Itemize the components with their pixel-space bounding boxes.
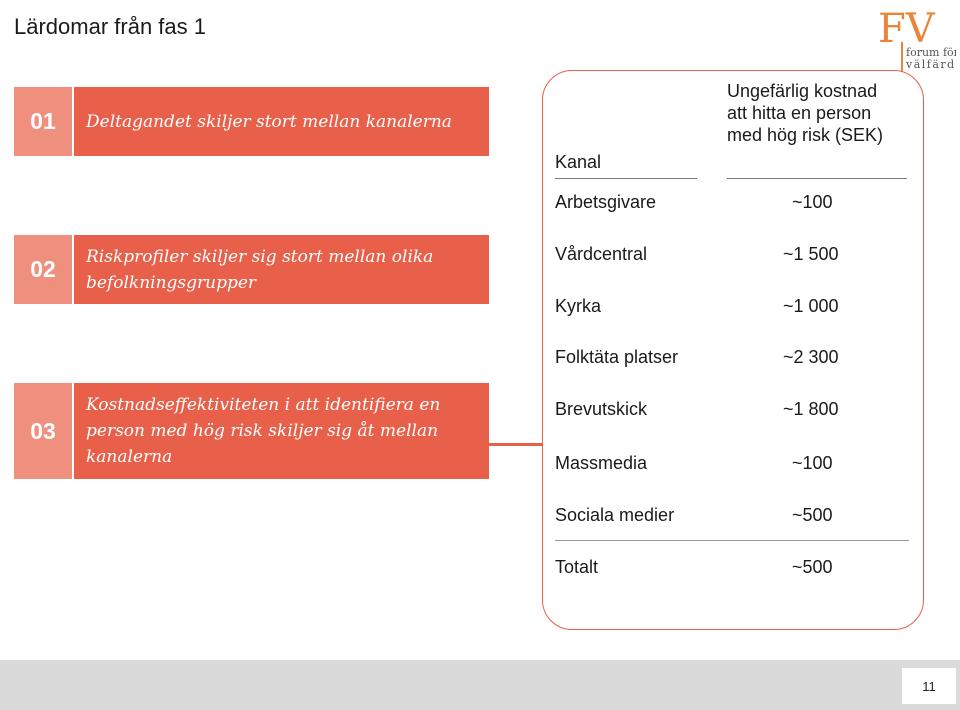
row-channel-massmedia: Massmedia (555, 453, 648, 473)
row-cost-massmedia: ~100 (792, 453, 833, 473)
forum-for-valfard-logo (876, 2, 956, 74)
header-divider-cost (727, 178, 907, 179)
row-channel-arbetsgivare: Arbetsgivare (555, 192, 657, 212)
total-channel: Totalt (555, 557, 599, 577)
point-text-02: Riskprofiler skiljer sig stort mellan olika befolkningsgrupper (74, 235, 489, 304)
row-cost-brevutskick: ~1 800 (783, 399, 839, 419)
row-channel-brevutskick: Brevutskick (555, 399, 648, 419)
row-channel-vardcentral: Vårdcentral (555, 244, 648, 264)
row-cost-arbetsgivare: ~100 (792, 192, 833, 212)
page-number: 11 (902, 668, 956, 704)
point-text-03: Kostnadseffektiviteten i att identifiera en person med hög risk skiljer sig åt mellan kanalerna (74, 383, 489, 479)
header-channel: Kanal (555, 152, 602, 172)
point-number-01: 01 (14, 87, 72, 156)
row-cost-sociala-medier: ~500 (792, 505, 833, 525)
row-cost-vardcentral: ~1 500 (783, 244, 839, 264)
total-cost: ~500 (792, 557, 833, 577)
connector-line (489, 443, 543, 446)
row-channel-folktata-platser: Folktäta platser (555, 347, 679, 367)
point-text-01: Deltagandet skiljer stort mellan kanalerna (74, 87, 489, 156)
logo-text-line1: forum för (906, 46, 956, 59)
header-cost: Ungefärlig kostnad att hitta en person med hög risk (SEK) (727, 81, 884, 145)
logo-text-line2: välfärd (906, 58, 956, 71)
row-cost-folktata-platser: ~2 300 (783, 347, 839, 367)
row-cost-kyrka: ~1 000 (783, 296, 839, 316)
total-divider (555, 540, 909, 541)
footer-bar (0, 660, 960, 710)
logo-letters: FV (878, 6, 935, 52)
row-channel-sociala-medier: Sociala medier (555, 505, 675, 525)
row-channel-kyrka: Kyrka (555, 296, 602, 316)
point-number-02: 02 (14, 235, 72, 304)
point-number-03: 03 (14, 383, 72, 479)
header-divider-channel (555, 178, 697, 179)
slide-title: Lärdomar från fas 1 (14, 14, 206, 39)
